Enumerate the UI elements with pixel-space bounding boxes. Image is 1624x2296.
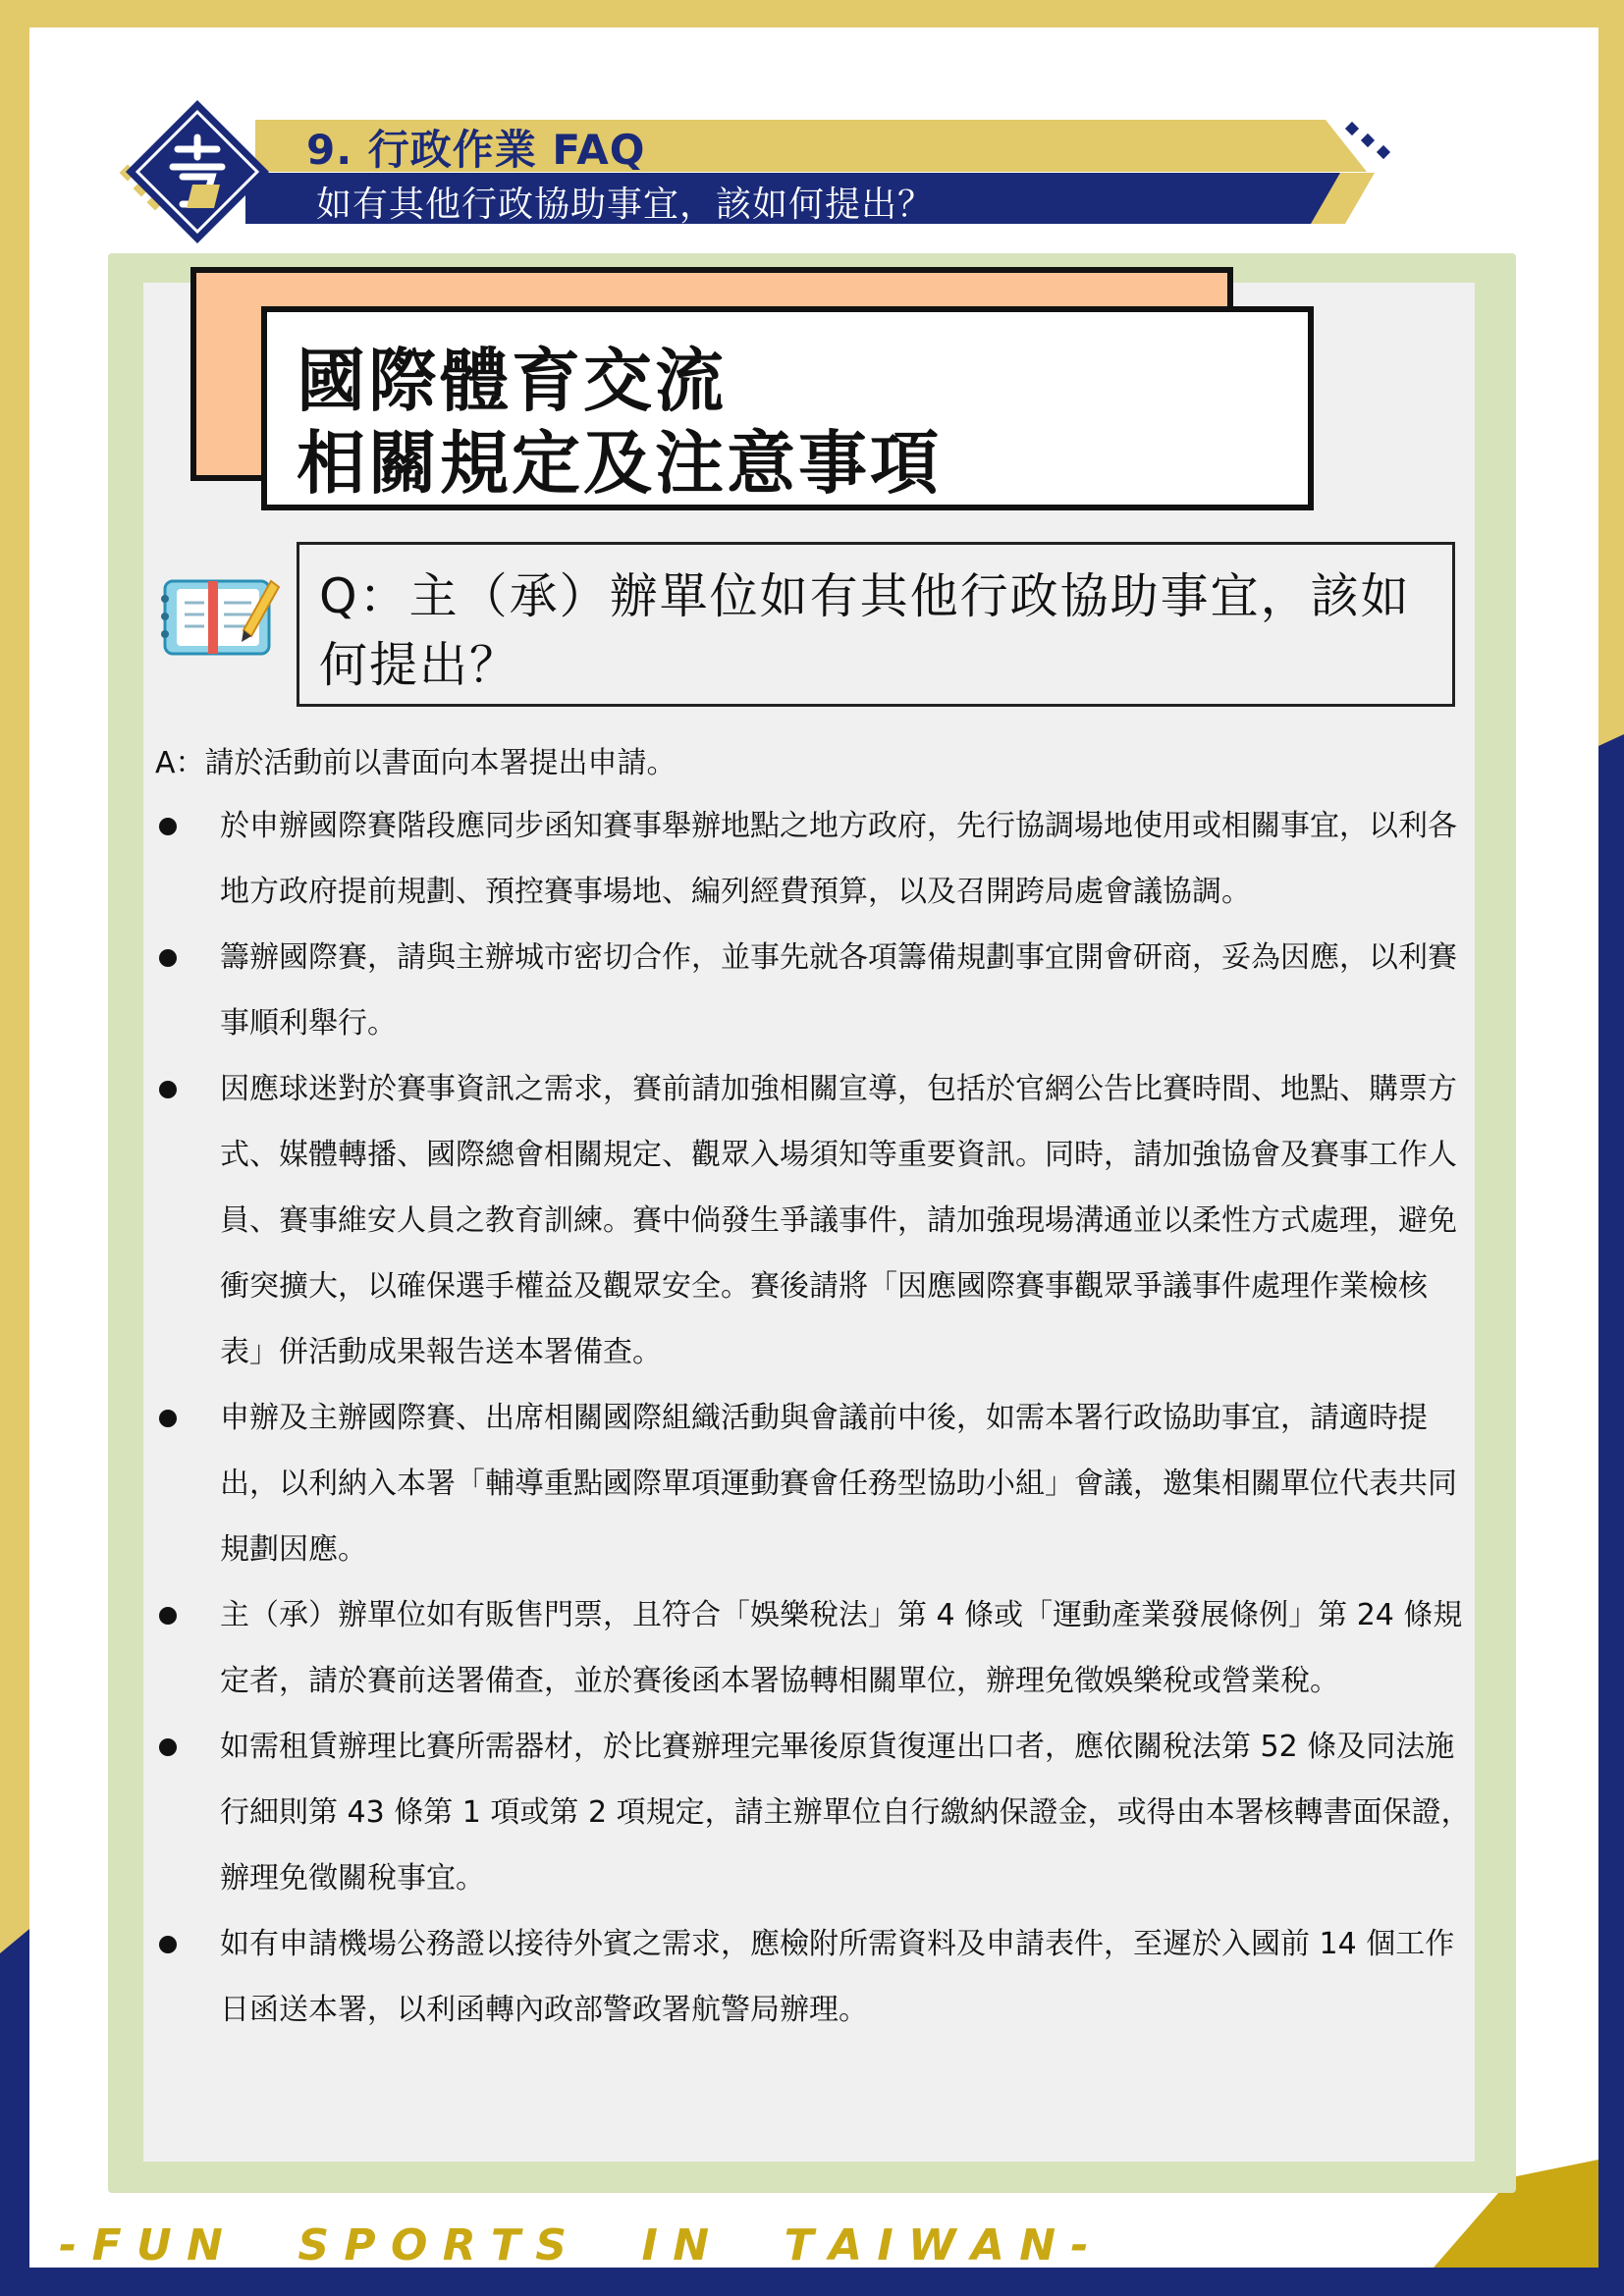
question-text: Q：主（承）辦單位如有其他行政協助事宜，該如何提出？ [319,568,1411,693]
title-line-1: 國際體育交流 [297,341,727,421]
list-item: 因應球迷對於賽事資訊之需求，賽前請加強相關宣導，包括於官網公告比賽時間、地點、購票方式、媒體轉播、國際總會相關規定、觀眾入場須知等重要資訊。同時，請加強協會及賽事工作人員、賽事維安人員之教育訓練。賽中倘發生爭議事件，請加強現場溝通並以柔性方式處理，避免衝突擴大，以確保選手權益及觀眾安全。賽後請將「因應國際賽事觀眾爭議事件處理作業檢核表」併活動成果報告送本署備查。 [155,1056,1471,1385]
notebook-pencil-icon [159,575,281,660]
list-item: 申辦及主辦國際賽、出席相關國際組織活動與會議前中後，如需本署行政協助事宜，請適時提出，以利納入本署「輔導重點國際單項運動賽會任務型協助小組」會議，邀集相關單位代表共同規劃因應。 [155,1385,1471,1582]
answer-text: A：請於活動前以書面向本署提出申請。 [155,746,677,780]
list-item: 籌辦國際賽，請與主辦城市密切合作，並事先就各項籌備規劃事宜開會研商，妥為因應，以利賽事順利舉行。 [155,925,1471,1056]
list-item: 如需租賃辦理比賽所需器材，於比賽辦理完畢後原貨復運出口者，應依關稅法第 52 條及同法施行細則第 43 條第 1 項或第 2 項規定，請主辦單位自行繳納保證金，或得由本署核轉書面保證，辦理免徵關稅事宜。 [155,1714,1471,1911]
header-title: 9. 行政作業 FAQ [306,126,646,174]
list-item: 於申辦國際賽階段應同步函知賽事舉辦地點之地方政府，先行協調場地使用或相關事宜，以利各地方政府提前規劃、預控賽事場地、編列經費預算，以及召開跨局處會議協調。 [155,793,1471,925]
title-line-2: 相關規定及注意事項 [297,423,942,504]
title-card [261,306,1314,510]
bullet-list [155,793,1471,2043]
logo-emblem [124,98,271,245]
footer-slogan: - F U N S P O R T S I N T A I W A N - [59,2220,1089,2270]
list-item: 主（承）辦單位如有販售門票，且符合「娛樂稅法」第 4 條或「運動產業發展條例」第 24 條規定者，請於賽前送署備查，並於賽後函本署協轉相關單位，辦理免徵娛樂稅或營業稅。 [155,1582,1471,1714]
list-item: 如有申請機場公務證以接待外賓之需求，應檢附所需資料及申請表件，至遲於入國前 14 個工作日函送本署，以利函轉內政部警政署航警局辦理。 [155,1911,1471,2043]
header-subtitle: 如有其他行政協助事宜，該如何提出？ [316,185,935,225]
question-box [297,542,1455,707]
